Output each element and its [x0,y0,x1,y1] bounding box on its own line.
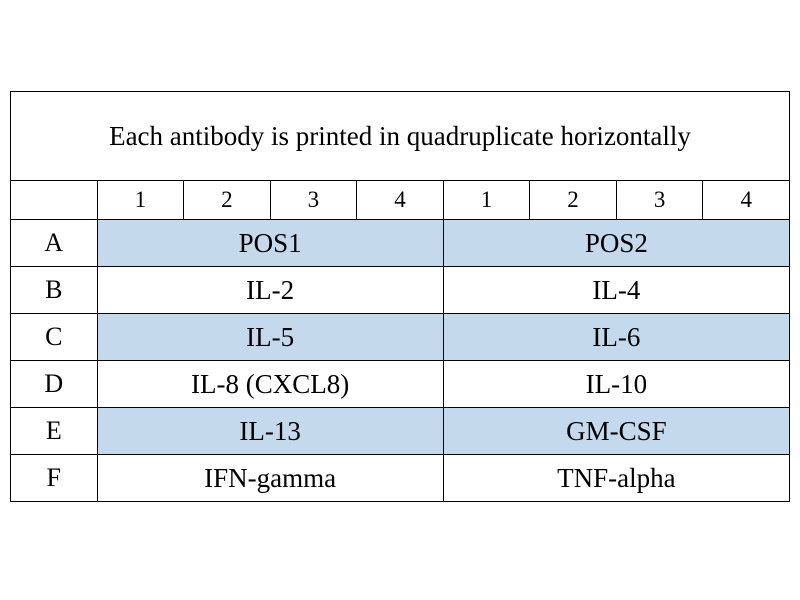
analyte-e-right: GM-CSF [443,408,789,455]
table-row [11,267,790,314]
analyte-c-right: IL-6 [443,314,789,361]
analyte-a-right: POS2 [443,220,789,267]
antibody-array-layout-table [10,91,790,502]
row-label-b: B [11,267,98,314]
row-label-a: A [11,220,98,267]
column-header-2: 2 [184,181,271,220]
table-row [11,220,790,267]
column-header-row [11,181,790,220]
corner-cell [11,181,98,220]
analyte-b-left: IL-2 [97,267,443,314]
table-row [11,361,790,408]
analyte-d-right: IL-10 [443,361,789,408]
analyte-c-left: IL-5 [97,314,443,361]
analyte-f-left: IFN-gamma [97,455,443,502]
analyte-a-left: POS1 [97,220,443,267]
table-row [11,455,790,502]
analyte-e-left: IL-13 [97,408,443,455]
row-label-d: D [11,361,98,408]
column-header-1: 1 [97,181,184,220]
column-header-8: 4 [703,181,790,220]
analyte-d-left: IL-8 (CXCL8) [97,361,443,408]
analyte-f-right: TNF-alpha [443,455,789,502]
row-label-f: F [11,455,98,502]
row-label-e: E [11,408,98,455]
column-header-4: 4 [357,181,444,220]
table-row [11,408,790,455]
column-header-3: 3 [270,181,357,220]
column-header-7: 3 [616,181,703,220]
caption-row [11,92,790,181]
column-header-6: 2 [530,181,617,220]
table-row [11,314,790,361]
table-caption: Each antibody is printed in quadruplicate horizontally [11,92,790,181]
row-label-c: C [11,314,98,361]
analyte-b-right: IL-4 [443,267,789,314]
column-header-5: 1 [443,181,530,220]
